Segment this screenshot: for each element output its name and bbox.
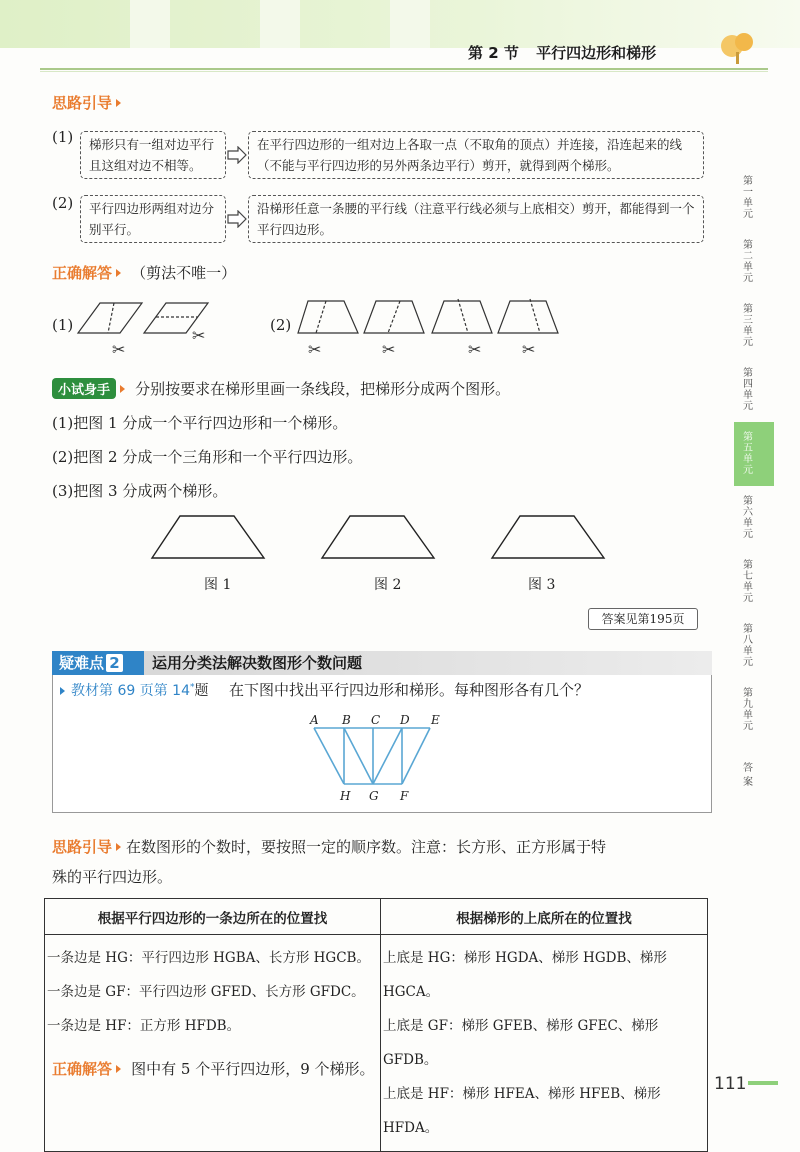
point-label: A bbox=[310, 713, 319, 727]
svg-text:✂: ✂ bbox=[112, 340, 126, 359]
parallelogram-cut-figures bbox=[76, 295, 226, 365]
hint-box: 沿梯形任意一条腰的平行线（注意平行线必须与上底相交）剪开，都能得到一个平行四边形。 bbox=[248, 195, 704, 243]
source-line bbox=[60, 679, 589, 700]
solution2-text: 图中有 5 个平行四边形，9 个梯形。 bbox=[131, 1060, 375, 1078]
triangle-icon bbox=[116, 269, 121, 277]
svg-text:✂: ✂ bbox=[468, 340, 482, 359]
table-line: 上底是 HF：梯形 HFEA、梯形 HFEB、梯形 HFDA。 bbox=[383, 1086, 661, 1136]
point-label: F bbox=[400, 789, 409, 803]
section-name: 平行四边形和梯形 bbox=[536, 44, 657, 62]
side-tab[interactable]: 第 七 单 元 bbox=[743, 560, 753, 604]
question-text: 在下图中找出平行四边形和梯形。每种图形各有几个？ bbox=[228, 681, 589, 699]
table-header-row bbox=[45, 899, 708, 935]
try-intro: 分别按要求在梯形里画一条线段，把梯形分成两个图形。 bbox=[135, 380, 511, 398]
guide2-paragraph bbox=[52, 832, 712, 892]
try-heading bbox=[52, 378, 510, 399]
section-number: 第 2 节 bbox=[468, 44, 519, 62]
figure-label: 图 3 bbox=[528, 577, 556, 593]
guide2-text-cont: 殊的平行四边形。 bbox=[52, 868, 173, 886]
try-badge: 小试身手 bbox=[52, 378, 116, 399]
side-tab[interactable]: 第 六 单 元 bbox=[743, 496, 753, 540]
guide-label-text: 思路引导 bbox=[52, 838, 113, 856]
triangle-icon bbox=[116, 843, 121, 851]
item-number: (2) bbox=[52, 194, 74, 212]
side-tab[interactable]: 第 九 单 元 bbox=[743, 688, 753, 732]
table-line: 一条边是 HG：平行四边形 HGBA、长方形 HGCB。 bbox=[47, 950, 370, 966]
solution-note: （剪法不唯一） bbox=[131, 264, 237, 282]
guide-label bbox=[52, 92, 126, 113]
item-number: (2) bbox=[270, 316, 292, 334]
source-ref: 教材第 69 页第 14 bbox=[71, 683, 190, 699]
trapezoid-fig-3 bbox=[492, 516, 604, 558]
point-label: B bbox=[342, 713, 351, 727]
point-label: E bbox=[431, 713, 440, 727]
triangle-icon bbox=[116, 99, 121, 107]
hint-box: 在平行四边形的一组对边上各取一点（不取角的顶点）并连接，沿连起来的线（不能与平行四边形的另外两条边平行）剪开，就得到两个梯形。 bbox=[248, 131, 704, 179]
trapezoid-fig-2 bbox=[322, 516, 434, 558]
difficulty-badge bbox=[52, 651, 144, 675]
svg-text:✂: ✂ bbox=[382, 340, 396, 359]
svg-text:✂: ✂ bbox=[192, 326, 206, 345]
table-line: 一条边是 GF：平行四边形 GFED、长方形 GFDC。 bbox=[47, 984, 365, 1000]
classification-table bbox=[44, 898, 708, 1152]
side-tab[interactable]: 第 四 单 元 bbox=[743, 368, 753, 412]
difficulty-number: 2 bbox=[106, 654, 123, 672]
guide-label-text: 思路引导 bbox=[52, 94, 113, 112]
point-label: H bbox=[340, 789, 351, 803]
difficulty-badge-text: 疑难点 bbox=[59, 654, 105, 672]
answer-reference: 答案见第195页 bbox=[588, 608, 698, 630]
difficulty-title: 运用分类法解决数图形个数问题 bbox=[152, 654, 363, 672]
point-label: G bbox=[369, 789, 379, 803]
item-number: (1) bbox=[52, 316, 74, 334]
table-line: 上底是 GF：梯形 GFEB、梯形 GFEC、梯形 GFDB。 bbox=[383, 1018, 659, 1068]
solution-label: 正确解答 bbox=[52, 1060, 113, 1078]
page-number-bar bbox=[748, 1081, 778, 1085]
figure-label: 图 1 bbox=[204, 577, 232, 593]
table-header: 根据平行四边形的一条边所在的位置找 bbox=[45, 899, 381, 935]
svg-text:✂: ✂ bbox=[522, 340, 536, 359]
trapezoid-exercise-figures bbox=[150, 512, 610, 564]
guide2-text: 在数图形的个数时，要按照一定的顺序数。注意：长方形、正方形属于特 bbox=[126, 838, 607, 856]
table-line: 上底是 HG：梯形 HGDA、梯形 HGDB、梯形 HGCA。 bbox=[383, 950, 667, 1000]
table-cell bbox=[381, 935, 708, 1152]
table-line: 一条边是 HF：正方形 HFDB。 bbox=[47, 1018, 241, 1034]
side-tab[interactable]: 第 一 单 元 bbox=[743, 176, 753, 220]
tree-icon bbox=[718, 30, 758, 66]
svg-text:✂: ✂ bbox=[308, 340, 322, 359]
table-cell bbox=[45, 935, 381, 1152]
band-stripe bbox=[130, 0, 170, 48]
difficulty-header-bg bbox=[52, 651, 712, 675]
triangle-icon bbox=[60, 687, 65, 695]
item-number: (1) bbox=[52, 128, 74, 146]
page-number: 111 bbox=[714, 1074, 747, 1094]
side-tab[interactable]: 第 八 单 元 bbox=[743, 624, 753, 668]
table-row bbox=[45, 935, 708, 1152]
table-header: 根据梯形的上底所在的位置找 bbox=[381, 899, 708, 935]
trapezoid-fig-1 bbox=[152, 516, 264, 558]
title-rule bbox=[40, 68, 768, 70]
side-tab-active[interactable]: 第 五 单 元 bbox=[743, 432, 753, 476]
source-suffix: 题 bbox=[194, 683, 209, 699]
source-star: * bbox=[189, 682, 195, 693]
solution-label: 正确解答 bbox=[52, 264, 113, 282]
hint-box: 梯形只有一组对边平行且这组对边不相等。 bbox=[80, 131, 226, 179]
geometry-figure bbox=[300, 712, 450, 804]
title-rule bbox=[40, 71, 768, 72]
header-band bbox=[0, 0, 800, 48]
trapezoid-cut-figures bbox=[296, 295, 566, 365]
point-label: C bbox=[371, 713, 381, 727]
point-label: D bbox=[400, 713, 410, 727]
try-item: (1)把图 1 分成一个平行四边形和一个梯形。 bbox=[52, 414, 348, 432]
figure-label: 图 2 bbox=[374, 577, 402, 593]
solution-heading bbox=[52, 262, 236, 283]
side-tab[interactable]: 第 二 单 元 bbox=[743, 240, 753, 284]
try-item: (2)把图 2 分成一个三角形和一个平行四边形。 bbox=[52, 448, 363, 466]
hint-box: 平行四边形两组对边分别平行。 bbox=[80, 195, 226, 243]
band-stripe bbox=[260, 0, 300, 48]
band-stripe bbox=[390, 0, 430, 48]
side-tab[interactable]: 答 案 bbox=[743, 763, 753, 788]
try-item: (3)把图 3 分成两个梯形。 bbox=[52, 482, 228, 500]
arrow-right-icon bbox=[226, 210, 248, 228]
triangle-icon bbox=[116, 1065, 121, 1073]
solution2-heading bbox=[52, 1058, 375, 1079]
triangle-icon bbox=[120, 385, 125, 393]
arrow-right-icon bbox=[226, 146, 248, 164]
side-tab[interactable]: 第 三 单 元 bbox=[743, 304, 753, 348]
